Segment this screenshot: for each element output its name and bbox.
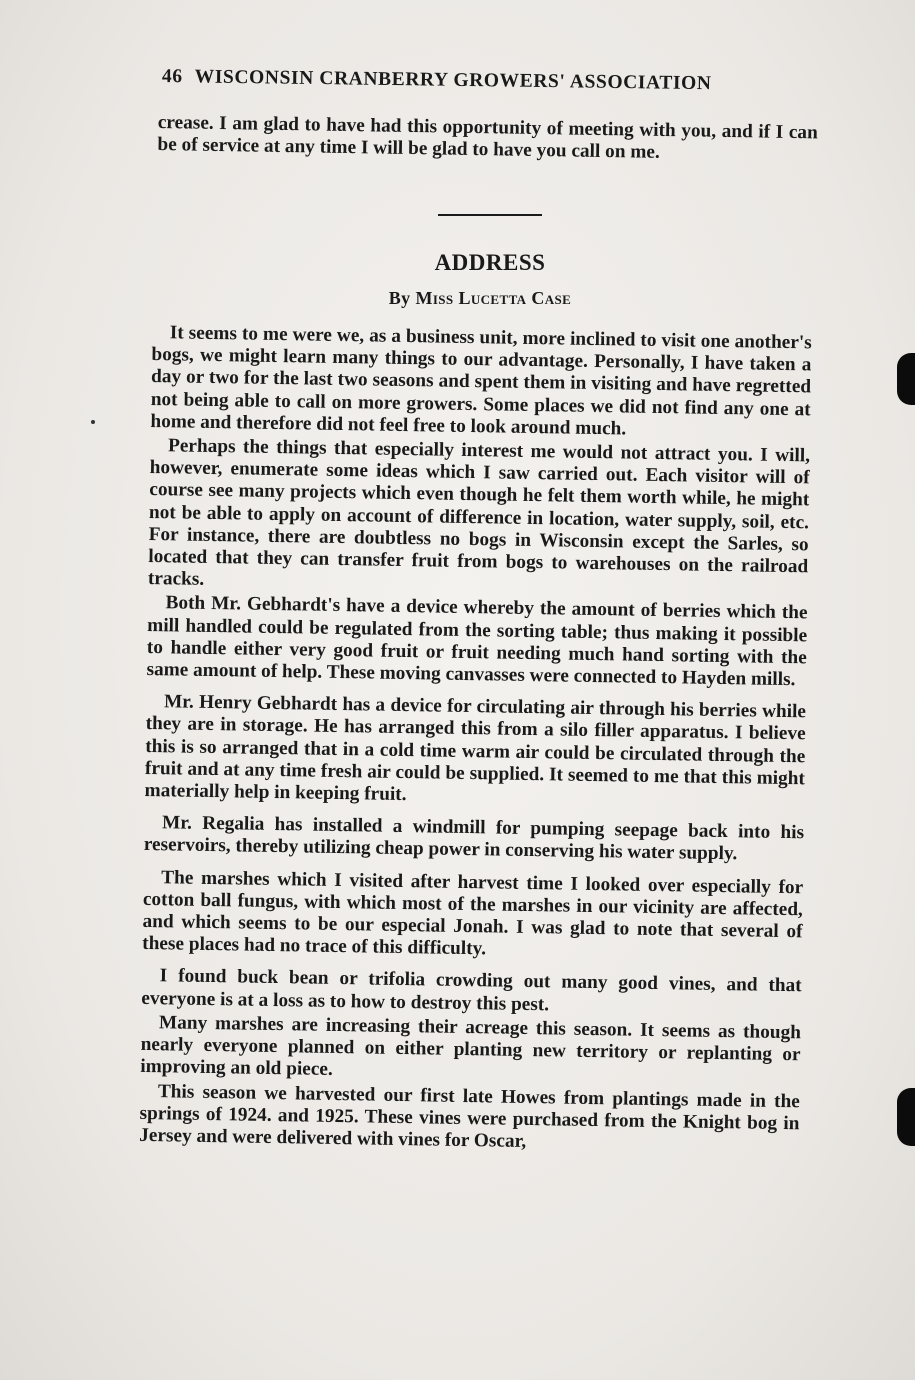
binding-hole-bottom	[897, 1088, 915, 1146]
section-divider	[438, 214, 542, 216]
article-byline	[0, 288, 915, 309]
margin-speck	[91, 420, 95, 424]
intro-paragraph: crease. I am glad to have had this opportunity of meeting with you, and if I can be of service at any time I will be glad to have you call on me.	[157, 112, 818, 164]
paragraph-1: It seems to me were we, as a business unit, more inclined to visit one another's bogs, we might learn many things to our advantage. Personally, I have taken a day or two for the last two seasons and spent them in visiting and have regretted not being able to call on more growers. Some places we did not find any one at home and therefore did not feel free to look around much.	[150, 322, 812, 440]
paragraph-2: Perhaps the things that especially interest me would not attract you. I will, however, enumerate some ideas which I saw carried out. Each visitor will of course see many projects which even though he felt them worth while, he might not be able to apply on account of difference in location, water supply, soil, etc. For instance, there are doubtless no bogs in Wisconsin except the Sarles, so located that they can transfer fruit from bogs to warehouses on the railroad tracks.	[147, 435, 811, 591]
paragraph-9: This season we harvested our first late Howes from plantings made in the springs of 1924. and 1925. These vines were purchased from the Knight bog in Jersey and were delivered with vines for Oscar,	[139, 1080, 801, 1152]
paragraph-5: Mr. Regalia has installed a windmill for pumping seepage back into his reservoirs, thereby utilizing cheap power in conserving his water supply.	[143, 812, 805, 865]
page-number: 46	[161, 66, 183, 88]
article-body	[139, 322, 812, 1157]
article-title: ADDRESS	[434, 250, 546, 275]
paragraph-6: The marshes which I visited after harvest time I looked over especially for cotton ball fungus, with which most of the marshes in our vicinity are affected, and which seems to be our especial Jonah. I was glad to note that several of these places had no trace of this difficulty.	[142, 866, 804, 960]
paragraph-8: Many marshes are increasing their acreage this season. It seems as though nearly everyone planned on either planting new territory or replanting or improving an old piece.	[140, 1012, 802, 1081]
running-title: WISCONSIN CRANBERRY GROWERS' ASSOCIATION	[194, 66, 712, 95]
intro-section	[157, 112, 818, 167]
running-head	[162, 66, 782, 96]
binding-hole-top	[897, 353, 915, 405]
byline-author: Miss Lucetta Case	[415, 288, 572, 308]
byline-prefix: By	[388, 288, 411, 308]
paragraph-4: Mr. Henry Gebhardt has a device for circulating air through his berries while they are in storage. He has arranged this from a silo filler apparatus. I believe this is so arranged that in a cold time warm air could be circulated through the fruit and at any time fresh air could be supplied. It seemed to me that this might materially help in keeping fruit.	[144, 691, 807, 806]
paragraph-7: I found buck bean or trifolia crowding out many good vines, and that everyone is at a loss as to how to destroy this pest.	[141, 965, 802, 1016]
paragraph-3: Both Mr. Gebhardt's have a device whereby the amount of berries which the mill handled could be regulated from the sorting table; thus making it possible to handle either very good fruit or fruit needing much hand sorting with the same amount of help. These moving canvasses were connected to Hayden mills.	[146, 592, 808, 691]
